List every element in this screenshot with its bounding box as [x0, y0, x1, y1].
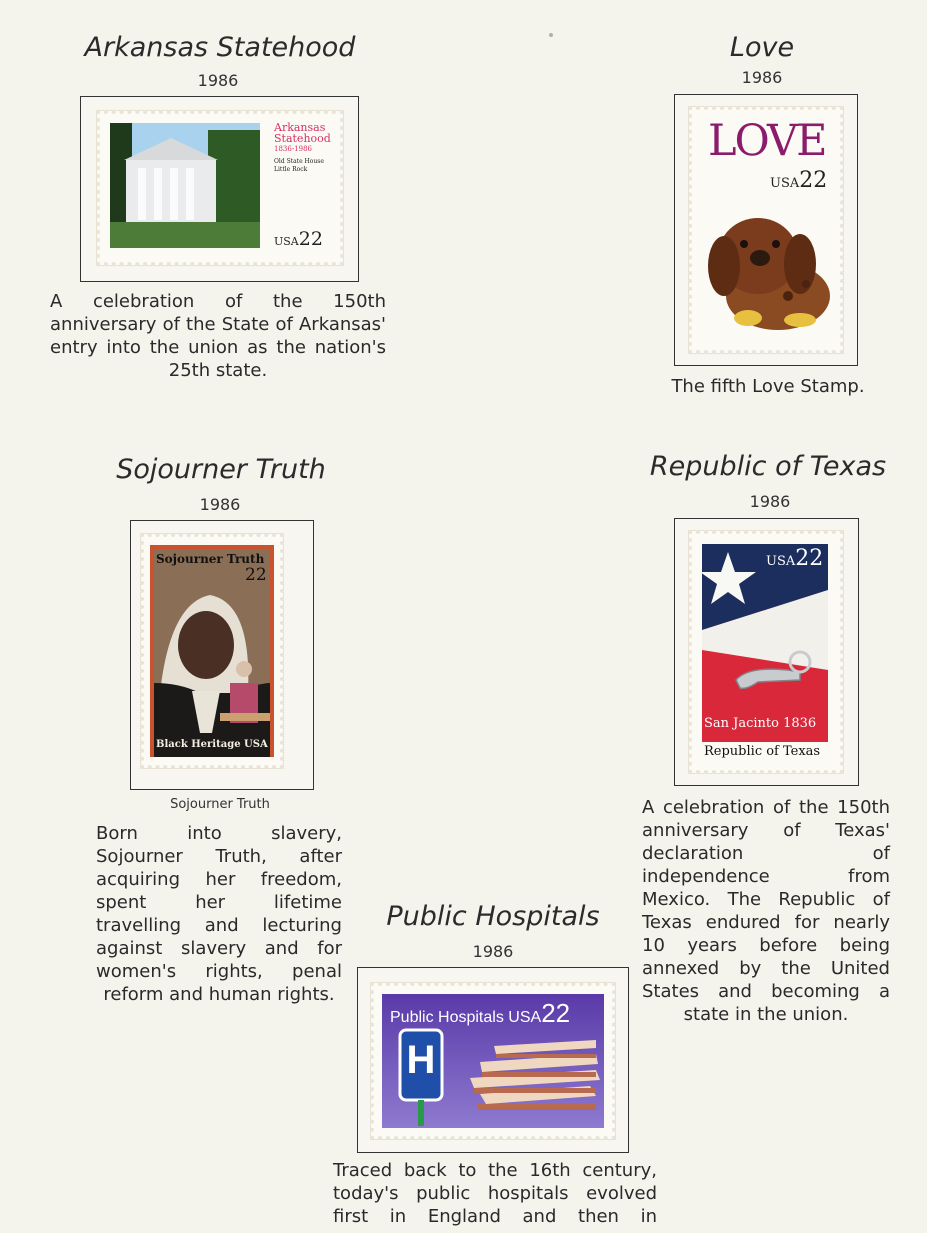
- hospitals-stamp-header: [390, 998, 570, 1029]
- hospitals-stamp-value: 22: [541, 998, 571, 1028]
- love-stamp-usa: USA: [770, 176, 800, 191]
- hospitals-stamp-text: Public Hospitals: [390, 1009, 504, 1026]
- texas-stamp: [688, 530, 844, 774]
- love-description: The fifth Love Stamp.: [671, 376, 865, 397]
- hospitals-year: 1986: [472, 942, 514, 961]
- arkansas-stamp-dates: 1836-1986: [274, 145, 312, 153]
- sojourner-stamp-name: Sojourner Truth: [156, 552, 265, 566]
- love-stamp: [688, 106, 844, 354]
- texas-stamp-line1: San Jacinto 1836: [704, 716, 817, 731]
- sojourner-stamp-value: 22: [245, 565, 267, 585]
- sojourner-description: Born into slavery, Sojourner Truth, after acquiring her freedom, spent her lifetime travelling and lecturing against slavery and for women's rights, penal reform and human rights.: [96, 823, 342, 1005]
- sojourner-year: 1986: [199, 495, 241, 514]
- love-stamp-word: LOVE: [708, 116, 826, 166]
- hospitals-description: Traced back to the 16th century, today's public hospitals evolved first in England and then in: [333, 1160, 657, 1227]
- texas-year: 1986: [749, 492, 791, 511]
- hospitals-stamp: [370, 982, 616, 1140]
- love-title: Love: [729, 32, 795, 63]
- sojourner-stamp: [140, 533, 284, 769]
- hospitals-title: Public Hospitals: [386, 901, 600, 932]
- arkansas-stamp-sub2: Little Rock: [274, 166, 308, 173]
- arkansas-title: Arkansas Statehood: [84, 32, 356, 63]
- sojourner-title: Sojourner Truth: [116, 454, 326, 485]
- arkansas-stamp-value: 22: [298, 228, 323, 250]
- arkansas-stamp: [96, 110, 344, 266]
- hospitals-stamp-usa: USA: [508, 1009, 542, 1026]
- texas-title: Republic of Texas: [649, 451, 887, 482]
- sojourner-caption: Sojourner Truth: [170, 797, 270, 812]
- texas-description: A celebration of the 150th anniversary of Texas' declaration of independence from Mexico. The Republic of Texas endured for nearly 10 years before being annexed by the United States and becoming a state in the union.: [642, 797, 890, 1025]
- puppy-illustration: [688, 106, 844, 354]
- hospitals-stamp-letter: H: [406, 1038, 436, 1082]
- love-year: 1986: [741, 68, 783, 87]
- arkansas-stamp-usa: USA: [274, 235, 299, 248]
- texas-stamp-denomination: [766, 546, 823, 571]
- love-stamp-value: 22: [799, 168, 828, 193]
- sojourner-stamp-bottom: Black Heritage USA: [156, 739, 268, 750]
- arkansas-stamp-title: Arkansas Statehood: [274, 121, 331, 145]
- speck: [549, 33, 553, 37]
- texas-stamp-usa: USA: [766, 554, 796, 569]
- arkansas-year: 1986: [197, 71, 239, 90]
- arkansas-stamp-sub1: Old State House: [274, 158, 324, 165]
- texas-stamp-value: 22: [795, 546, 824, 571]
- texas-stamp-line2: Republic of Texas: [704, 744, 821, 759]
- arkansas-description: A celebration of the 150th anniversary of the State of Arkansas' entry into the union as the nation's 25th state.: [50, 291, 386, 381]
- arkansas-stamp-denomination: [274, 228, 323, 250]
